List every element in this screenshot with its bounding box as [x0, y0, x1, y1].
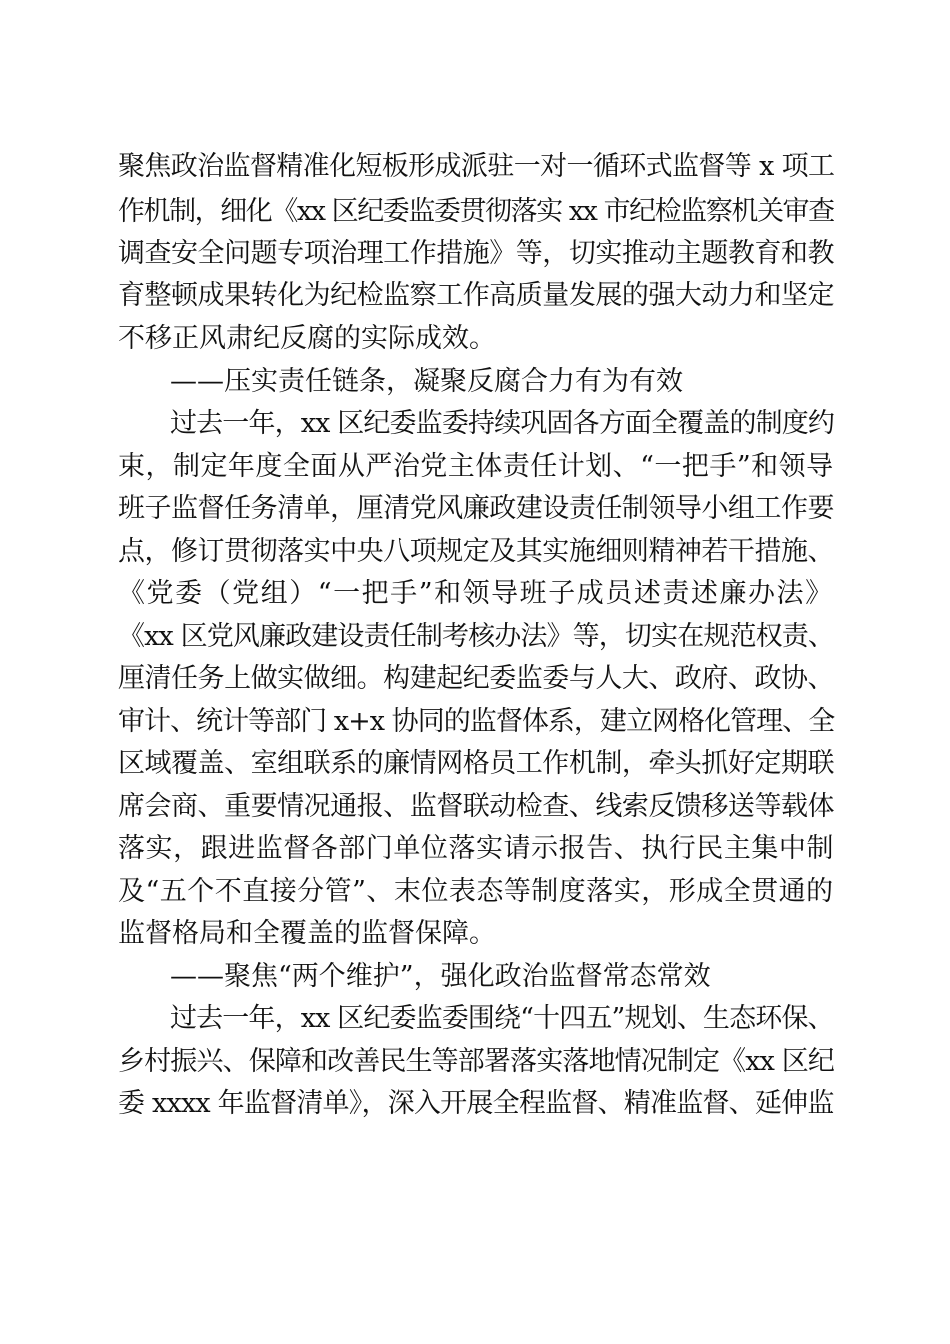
text-line: 及“五个不直接分管”、末位表态等制度落实，形成全贯通的 [118, 876, 834, 907]
text-line: 育整顿成果转化为纪检监察工作高质量发展的强大动力和坚定 [118, 280, 834, 311]
text-line: 乡村振兴、保障和改善民生等部署落实落地情况制定《xx 区纪 [118, 1046, 835, 1077]
text-line: 过去一年，xx 区纪委监委持续巩固各方面全覆盖的制度约 [170, 408, 835, 439]
text-line: 调查安全问题专项治理工作措施》等，切实推动主题教育和教 [118, 238, 834, 269]
text-line: 《党委（党组）“一把手”和领导班子成员述责述廉办法》 [118, 578, 834, 609]
text-line: 过去一年，xx 区纪委监委围绕“十四五”规划、生态环保、 [170, 1003, 834, 1034]
text-line: 不移正风肃纪反腐的实际成效。 [118, 323, 496, 354]
text-line: 席会商、重要情况通报、监督联动检查、线索反馈移送等载体 [118, 791, 834, 822]
text-line: 厘清任务上做实做细。构建起纪委监委与人大、政府、政协、 [118, 663, 834, 694]
text-line: 区域覆盖、室组联系的廉情网格员工作机制，牵头抓好定期联 [118, 748, 834, 779]
text-line: 点，修订贯彻落实中央八项规定及其实施细则精神若干措施、 [118, 536, 834, 567]
text-line: 委 xxxx 年监督清单》，深入开展全程监督、精准监督、延伸监 [118, 1088, 834, 1119]
text-line: 班子监督任务清单，厘清党风廉政建设责任制领导小组工作要 [118, 493, 834, 524]
text-line: 《xx 区党风廉政建设责任制考核办法》等，切实在规范权责、 [118, 621, 835, 652]
text-line: 聚焦政治监督精准化短板形成派驻一对一循环式监督等 x 项工 [118, 151, 835, 182]
text-line: 落实，跟进监督各部门单位落实请示报告、执行民主集中制 [118, 833, 834, 864]
text-line: 监督格局和全覆盖的监督保障。 [118, 918, 496, 949]
section-heading: ——聚焦“两个维护”，强化政治监督常态常效 [170, 961, 711, 992]
text-line: 审计、统计等部门 x+x 协同的监督体系，建立网格化管理、全 [118, 706, 835, 737]
text-line: 束，制定年度全面从严治党主体责任计划、“一把手”和领导 [118, 451, 834, 482]
section-heading: ——压实责任链条，凝聚反腐合力有为有效 [170, 366, 683, 397]
text-line: 作机制，细化《xx 区纪委监委贯彻落实 xx 市纪检监察机关审查 [118, 196, 834, 227]
